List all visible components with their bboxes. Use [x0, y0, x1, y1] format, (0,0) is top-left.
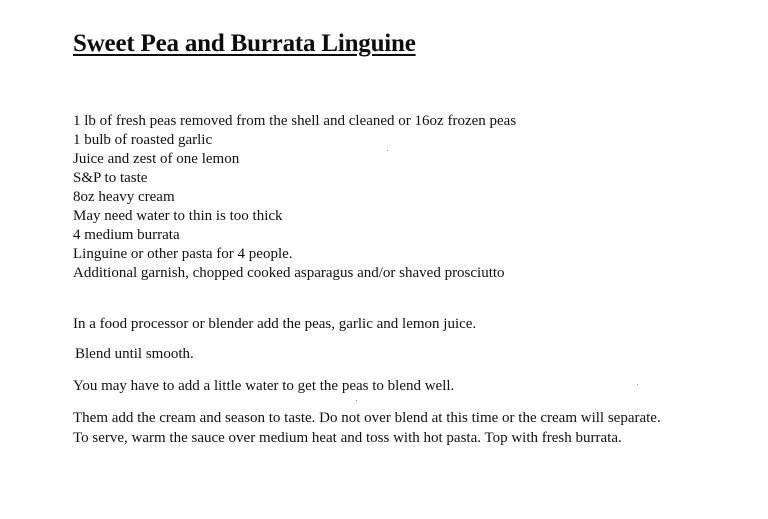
ingredient-item: 1 bulb of roasted garlic [73, 132, 213, 148]
direction-step: In a food processor or blender add the peas, garlic and lemon juice. [73, 316, 477, 332]
ingredient-item: Juice and zest of one lemon [73, 151, 240, 167]
ingredient-item: May need water to thin is too thick [73, 208, 283, 224]
scan-speck [356, 400, 357, 401]
direction-step: You may have to add a little water to get the peas to blend well. [73, 378, 455, 394]
ingredient-item: 4 medium burrata [73, 227, 180, 243]
direction-step: Them add the cream and season to taste. Do not over blend at this time or the cream will separate. [73, 410, 661, 426]
scan-speck [637, 384, 638, 385]
direction-step: Blend until smooth. [75, 346, 194, 362]
ingredient-item: S&P to taste [73, 170, 148, 186]
ingredient-item: 8oz heavy cream [73, 189, 175, 205]
ingredient-list [73, 112, 516, 283]
scan-speck [387, 150, 388, 151]
direction-step: To serve, warm the sauce over medium heat and toss with hot pasta. Top with fresh burrata. [73, 430, 622, 446]
recipe-title: Sweet Pea and Burrata Linguine [73, 30, 416, 57]
ingredient-item: 1 lb of fresh peas removed from the shell and cleaned or 16oz frozen peas [73, 113, 517, 129]
ingredient-item: Additional garnish, chopped cooked asparagus and/or shaved prosciutto [73, 265, 505, 281]
ingredient-item: Linguine or other pasta for 4 people. [73, 246, 293, 262]
